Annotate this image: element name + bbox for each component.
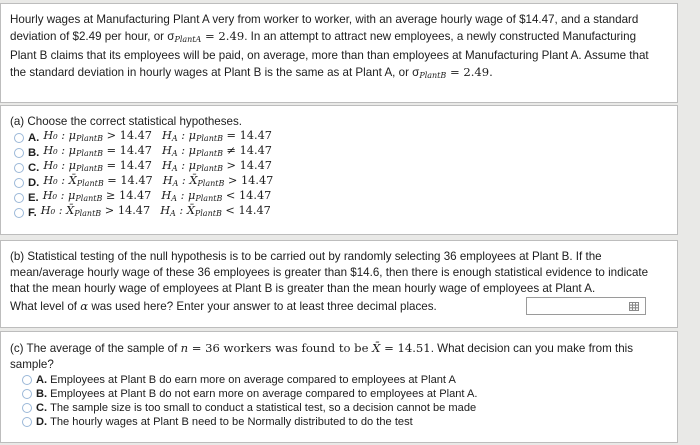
option-letter: F. [28, 206, 37, 219]
h0-relation: ≥ 14.47 [102, 189, 152, 202]
h0-symbol: H₀ : μ [43, 129, 77, 142]
part-b-panel [0, 240, 678, 328]
radio-button[interactable] [22, 375, 32, 385]
prompt-post: . What decision can you make from this sample? [10, 342, 634, 371]
radio-button[interactable] [14, 148, 24, 158]
option-letter: D. [28, 176, 40, 189]
option-letter: C. [28, 161, 40, 174]
part-b-question-row [10, 297, 668, 315]
radio-button[interactable] [22, 417, 32, 427]
ha-symbol: H [162, 144, 172, 157]
h0-subscript: PlantB [76, 149, 103, 158]
ha-relation: < 14.47 [221, 204, 271, 217]
ha-subscript: A [171, 149, 178, 158]
h0-relation: = 14.47 [103, 144, 152, 157]
decision-option-b[interactable] [22, 387, 668, 401]
decision-option-a[interactable] [22, 373, 668, 387]
problem-statement [0, 3, 678, 103]
h0-subscript: PlantB [76, 134, 103, 143]
h0-symbol: H₀ : X̄ [40, 204, 75, 217]
ha-param-subscript: PlantB [194, 209, 222, 218]
part-b-line-1: (b) Statistical testing of the null hypothesis is to be carried out by randomly selecting 36 employees at Plant B. If the [10, 250, 602, 263]
n-symbol: n [180, 341, 189, 355]
part-a-prompt: (a) Choose the correct statistical hypotheses. [10, 115, 242, 128]
option-text: Employees at Plant B do not earn more on average compared to employees at Plant A. [50, 388, 478, 400]
alpha-answer-input[interactable] [526, 297, 646, 315]
ha-relation: > 14.47 [222, 159, 272, 172]
intro-line-4 [10, 64, 668, 84]
h0-relation: = 14.47 [103, 159, 152, 172]
part-c-options [10, 373, 668, 429]
decision-option-d[interactable] [22, 415, 668, 429]
option-text: Employees at Plant B do earn more on average compared to employees at Plant A [50, 374, 456, 386]
question-pre: What level of [10, 299, 81, 313]
radio-button[interactable] [22, 389, 32, 399]
ha-symbol: H [162, 174, 173, 187]
part-a-options [10, 130, 668, 220]
ha-param: : μ [177, 189, 196, 202]
intro-line-3: Plant B claims that its employees will be paid, on average, more than than employees at Manufacturing Plant A. Assume that [10, 49, 649, 62]
option-letter: A. [28, 131, 40, 144]
alt-hypothesis [160, 203, 271, 222]
radio-button[interactable] [14, 193, 24, 203]
h0-subscript: PlantB [75, 194, 103, 203]
option-text: The hourly wages at Plant B need to be Normally distributed to do the test [50, 416, 413, 428]
h0-symbol: H₀ : μ [42, 189, 76, 202]
intro-line-1: Hourly wages at Manufacturing Plant A very from worker to worker, with an average hourly wage of $14.47, and a standard [10, 13, 639, 26]
radio-button[interactable] [22, 403, 32, 413]
option-f[interactable] [14, 205, 668, 220]
intro-line-4-pre: the standard deviation in hourly wages at Plant B is the same as at Plant A, or σ [10, 66, 420, 79]
intro-line-2-post: . In an attempt to attract new employees, a newly constructed Manufacturing [244, 30, 637, 43]
ha-subscript: A [172, 179, 179, 188]
prompt-pre: (c) The average of the sample of [10, 342, 181, 355]
h0-relation: = 14.47 [103, 174, 153, 187]
part-b-question [10, 298, 437, 315]
ha-param-subscript: PlantB [197, 179, 225, 188]
ha-relation: > 14.47 [224, 174, 274, 187]
intro-line-2-pre: deviation of $2.49 per hour, or σ [10, 30, 175, 43]
grid-icon[interactable] [629, 302, 639, 311]
part-c-panel [0, 331, 678, 443]
part-b-line-3: that the mean hourly wage of employees at Plant B is greater than the mean hourly wage of employees at Plant A. [10, 282, 596, 295]
ha-subscript: A [171, 134, 178, 143]
ha-subscript: A [170, 209, 176, 218]
xbar-symbol: X̄ [372, 341, 381, 355]
part-b-line-2: mean/average hourly wage of these 36 employees is greater than $14.6, then there is enough statistical evidence to indicate [10, 266, 649, 279]
radio-button[interactable] [14, 163, 24, 173]
ha-symbol: H [162, 129, 172, 142]
ha-relation: < 14.47 [222, 189, 272, 202]
option-letter: E. [28, 191, 39, 204]
radio-button[interactable] [14, 208, 24, 218]
ha-subscript: A [171, 194, 178, 203]
decision-option-c[interactable] [22, 401, 668, 415]
ha-param: : X̄ [178, 174, 198, 187]
h0-relation: > 14.47 [103, 129, 152, 142]
radio-button[interactable] [14, 133, 24, 143]
option-letter: A. [36, 374, 48, 386]
intro-line-4-eq: = 2.49. [446, 65, 493, 79]
option-text: The sample size is too small to conduct a statistical test, so a decision cannot be made [50, 402, 477, 414]
ha-symbol: H [161, 189, 172, 202]
intro-line-2-eq: = 2.49 [201, 29, 245, 43]
intro-line-2-sub: PlantA [174, 35, 202, 44]
h0-subscript: PlantB [76, 179, 104, 188]
ha-param: : μ [177, 129, 196, 142]
ha-subscript: A [171, 164, 178, 173]
ha-symbol: H [162, 159, 172, 172]
ha-relation: = 14.47 [222, 129, 272, 142]
question-post: was used here? Enter your answer to at least three decimal places. [88, 299, 437, 313]
h0-symbol: H₀ : μ [43, 144, 77, 157]
h0-symbol: H₀ : X̄ [43, 174, 77, 187]
ha-param-subscript: PlantB [195, 194, 223, 203]
h0-symbol: H₀ : μ [43, 159, 77, 172]
ha-param-subscript: PlantB [195, 164, 223, 173]
ha-param: : μ [177, 159, 196, 172]
prompt-value: = 14.51 [380, 341, 431, 355]
radio-button[interactable] [14, 178, 24, 188]
alpha-symbol: α [80, 298, 89, 313]
intro-line-2 [10, 28, 668, 48]
ha-param: : μ [177, 144, 196, 157]
intro-line-4-sub: PlantB [419, 71, 447, 80]
ha-param-subscript: PlantB [195, 134, 223, 143]
part-a-panel [0, 105, 678, 235]
ha-symbol: H [160, 204, 171, 217]
option-letter: B. [36, 388, 48, 400]
h0-subscript: PlantB [74, 209, 102, 218]
part-c-prompt [10, 340, 668, 373]
ha-param-subscript: PlantB [195, 149, 223, 158]
prompt-mid: = 36 workers was found to be [188, 341, 373, 355]
ha-param: : X̄ [175, 204, 195, 217]
null-hypothesis [41, 203, 150, 222]
option-letter: D. [36, 416, 48, 428]
option-letter: C. [36, 402, 48, 414]
ha-relation: ≠ 14.47 [222, 144, 272, 157]
h0-relation: > 14.47 [101, 204, 151, 217]
option-letter: B. [28, 146, 40, 159]
h0-subscript: PlantB [76, 164, 103, 173]
